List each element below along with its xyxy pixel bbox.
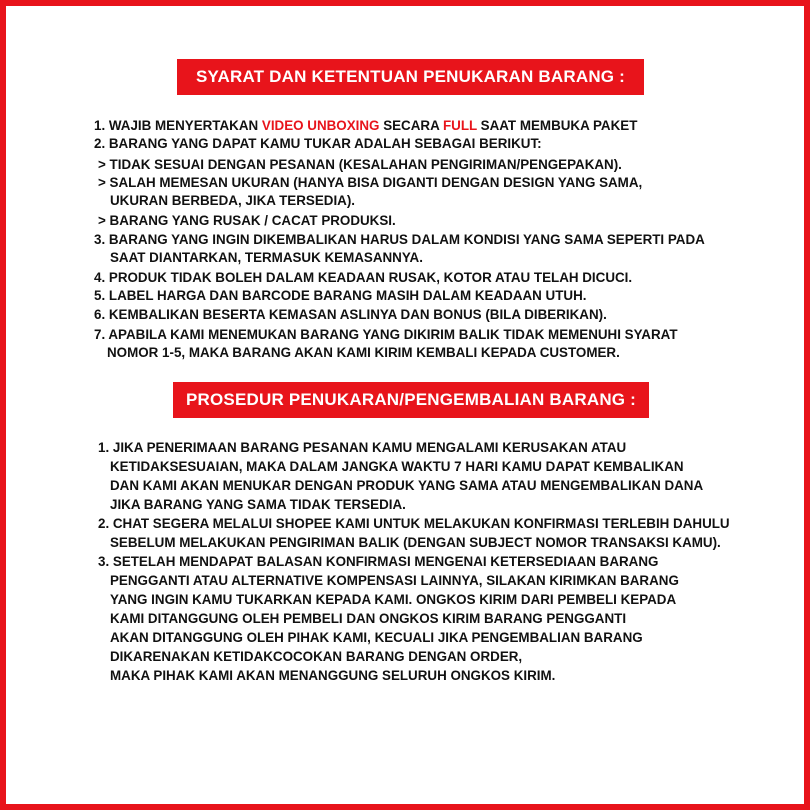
section1-title: SYARAT DAN KETENTUAN PENUKARAN BARANG : [195, 67, 626, 86]
section2-title: PROSEDUR PENUKARAN/PENGEMBALIAN BARANG : [185, 390, 637, 409]
list-item: DAN KAMI AKAN MENUKAR DENGAN PRODUK YANG SAMA ATAU MENGEMBALIKAN DANA [110, 478, 704, 493]
list-item: 2. BARANG YANG DAPAT KAMU TUKAR ADALAH SEBAGAI BERIKUT: [94, 136, 542, 151]
list-item: JIKA BARANG YANG SAMA TIDAK TERSEDIA. [110, 497, 406, 512]
list-item: 6. KEMBALIKAN BESERTA KEMASAN ASLINYA DAN BONUS (BILA DIBERIKAN). [94, 307, 607, 322]
list-item: 1. JIKA PENERIMAAN BARANG PESANAN KAMU MENGALAMI KERUSAKAN ATAU [98, 440, 627, 455]
list-item: > BARANG YANG RUSAK / CACAT PRODUKSI. [98, 213, 396, 228]
list-item: SAAT DIANTARKAN, TERMASUK KEMASANNYA. [110, 250, 423, 265]
list-item: NOMOR 1-5, MAKA BARANG AKAN KAMI KIRIM KEMBALI KEPADA CUSTOMER. [107, 345, 620, 360]
full-highlight: FULL [442, 118, 477, 133]
list-item: YANG INGIN KAMU TUKARKAN KEPADA KAMI. ONGKOS KIRIM DARI PEMBELI KEPADA [110, 592, 677, 607]
list-item: KAMI DITANGGUNG OLEH PEMBELI DAN ONGKOS KIRIM BARANG PENGGANTI [110, 611, 627, 626]
list-item: 4. PRODUK TIDAK BOLEH DALAM KEADAAN RUSAK, KOTOR ATAU TELAH DICUCI. [94, 270, 633, 285]
list-item: > SALAH MEMESAN UKURAN (HANYA BISA DIGANTI DENGAN DESIGN YANG SAMA, [98, 175, 643, 190]
list-item: AKAN DITANGGUNG OLEH PIHAK KAMI, KECUALI JIKA PENGEMBALIAN BARANG [110, 630, 643, 645]
list-item: 3. SETELAH MENDAPAT BALASAN KONFIRMASI MENGENAI KETERSEDIAAN BARANG [98, 554, 659, 569]
list-item: > TIDAK SESUAI DENGAN PESANAN (KESALAHAN PENGIRIMAN/PENGEPAKAN). [98, 157, 622, 172]
item1-prefix: 1. WAJIB MENYERTAKAN [94, 118, 262, 133]
list-item: KETIDAKSESUAIAN, MAKA DALAM JANGKA WAKTU 7 HARI KAMU DAPAT KEMBALIKAN [110, 459, 684, 474]
item1-middle: SECARA [379, 118, 443, 133]
list-item: PENGGANTI ATAU ALTERNATIVE KOMPENSASI LAINNYA, SILAKAN KIRIMKAN BARANG [110, 573, 679, 588]
list-item: UKURAN BERBEDA, JIKA TERSEDIA). [110, 193, 356, 208]
section2-list [6, 6, 804, 804]
list-item: 5. LABEL HARGA DAN BARCODE BARANG MASIH DALAM KEADAAN UTUH. [94, 288, 587, 303]
list-item: 2. CHAT SEGERA MELALUI SHOPEE KAMI UNTUK MELAKUKAN KONFIRMASI TERLEBIH DAHULU [98, 516, 730, 531]
list-item: SEBELUM MELAKUKAN PENGIRIMAN BALIK (DENGAN SUBJECT NOMOR TRANSAKSI KAMU). [110, 535, 721, 550]
list-item: MAKA PIHAK KAMI AKAN MENANGGUNG SELURUH ONGKOS KIRIM. [110, 668, 556, 683]
list-item: 3. BARANG YANG INGIN DIKEMBALIKAN HARUS DALAM KONDISI YANG SAMA SEPERTI PADA [94, 232, 705, 247]
list-item: DIKARENAKAN KETIDAKCOCOKAN BARANG DENGAN ORDER, [110, 649, 523, 664]
item1-suffix: SAAT MEMBUKA PAKET [476, 118, 638, 133]
video-unboxing-highlight: VIDEO UNBOXING [261, 118, 380, 133]
list-item: 7. APABILA KAMI MENEMUKAN BARANG YANG DIKIRIM BALIK TIDAK MEMENUHI SYARAT [94, 327, 678, 342]
